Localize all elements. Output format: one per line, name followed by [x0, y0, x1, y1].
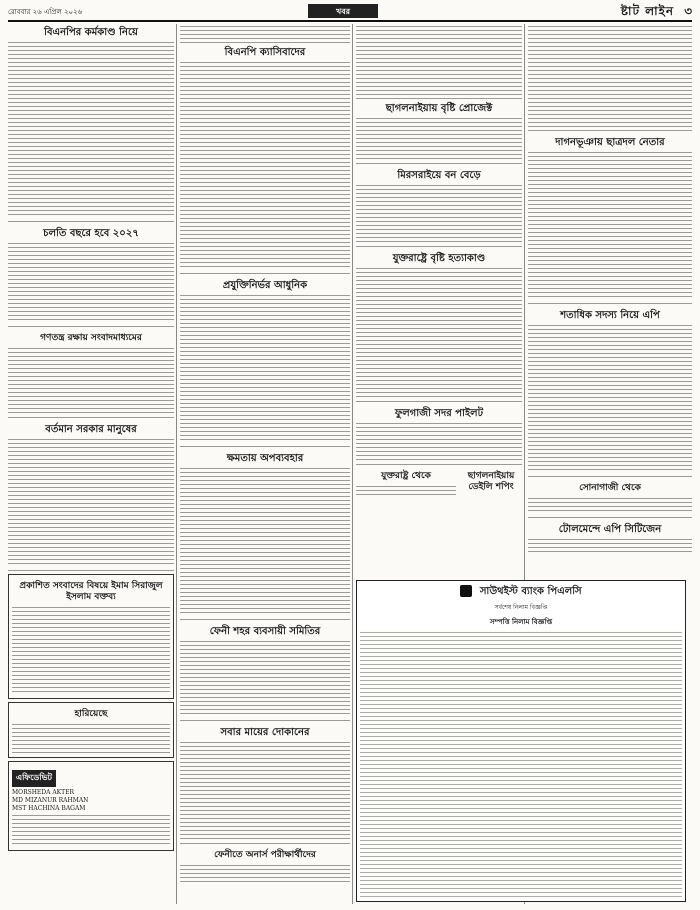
- article-body: [356, 484, 456, 498]
- headline: যুক্তরাষ্ট্র থেকে: [381, 471, 431, 481]
- article-body: [528, 150, 692, 300]
- ad-subhead: সম্পত্তি নিলাম বিজ্ঞপ্তি: [489, 617, 553, 626]
- affidavit-name: MD MIZANUR RAHMAN: [12, 797, 89, 804]
- headline: ছাগলনাইয়ায় বৃষ্টি প্রোজেক্ট: [385, 103, 493, 114]
- headline: প্রকাশিত সংবাদের বিষয়ে ইমাম সিরাজুল ইসলাম বক্তব্য: [19, 581, 163, 602]
- headline: যুক্তরাষ্ট্রে বৃষ্টি হত্যাকাণ্ড: [392, 253, 486, 264]
- headline: সবার মায়ের দোকানের: [220, 727, 310, 738]
- ad-tagline: সর্বশেষ নিলাম বিজ্ঞপ্তি: [494, 604, 548, 611]
- article-body: [180, 466, 350, 616]
- notice-label: এফিডেভিট: [12, 770, 56, 787]
- headline: বর্তমান সরকার মানুষের: [45, 424, 137, 435]
- article: [356, 405, 522, 465]
- issue-date: রোববার ২৬ এপ্রিল ২০২৬: [8, 8, 83, 16]
- headline: শতাধিক সদস্য নিয়ে এপি: [560, 310, 660, 321]
- article-body: [8, 346, 174, 414]
- article: [180, 24, 350, 274]
- statement-box: [8, 574, 174, 699]
- headline: ছাগলনাইয়ায় ডেইলি শপিং: [467, 471, 515, 492]
- affidavit-notice: [8, 761, 174, 851]
- headline: ক্ষমতায় অপব্যবহার: [226, 453, 304, 464]
- page-number: ৩: [684, 4, 692, 18]
- affidavit-name: MORSHEDA AKTER: [12, 789, 75, 796]
- article-body: [528, 24, 692, 134]
- article: [180, 847, 350, 886]
- article: [528, 307, 692, 477]
- article-body: [180, 60, 350, 270]
- article-body: [180, 740, 350, 840]
- bank-advertisement: [356, 580, 686, 902]
- headline: ফুলগাজী সদর পাইলট: [394, 408, 484, 419]
- article-body: [8, 241, 174, 323]
- article: [528, 480, 692, 518]
- article-body: [180, 639, 350, 717]
- headline: ফেনী শহর ব্যবসায়ী সমিতির: [209, 626, 321, 637]
- article-body: [528, 496, 692, 514]
- headline: প্রযুক্তিনির্ভর আধুনিক: [222, 280, 308, 291]
- headline: বিএনপির কর্মকাণ্ড নিয়ে: [44, 27, 138, 38]
- article-body: [8, 40, 174, 218]
- ad-body: [360, 630, 682, 900]
- bank-logo-icon: [460, 585, 472, 597]
- column-divider: [176, 24, 177, 904]
- article-body: [528, 537, 692, 553]
- article: [8, 225, 174, 327]
- article: [356, 167, 522, 247]
- lost-notice: [8, 702, 174, 758]
- headline: মিরসরাইয়ে বন বেড়ে: [397, 170, 481, 181]
- article: [180, 277, 350, 447]
- article-body: [356, 421, 522, 461]
- article: [356, 250, 522, 402]
- article-body: [180, 863, 350, 883]
- page-header: [8, 4, 692, 22]
- article-body: [356, 183, 522, 243]
- article-body: [180, 24, 350, 44]
- article-body: [180, 293, 350, 443]
- column-1: [8, 24, 174, 854]
- article: [8, 421, 174, 571]
- article-body: [356, 266, 522, 398]
- column-3: [356, 24, 522, 498]
- article-body: [12, 813, 170, 847]
- article-body: [12, 722, 170, 754]
- article: [528, 521, 692, 556]
- affidavit-names: [12, 789, 170, 813]
- article: [356, 24, 522, 164]
- article-body: [528, 323, 692, 473]
- article-body: [8, 437, 174, 567]
- ad-header: [360, 584, 682, 601]
- article: [8, 24, 174, 222]
- sub-column: [460, 468, 522, 498]
- headline: গণতন্ত্র রক্ষায় সংবাদমাধ্যমের: [40, 333, 142, 343]
- column-4: [528, 24, 692, 559]
- article-body: [12, 605, 170, 695]
- article: [528, 24, 692, 304]
- masthead: ষ্টাট লাইন: [620, 4, 674, 18]
- headline: টোলমেন্দে এপি সিটিজেন: [558, 524, 662, 535]
- headline: বিএনপি ক্যাসিবাদের: [224, 47, 306, 58]
- sub-column: [356, 468, 456, 498]
- headline: দাগনভূঞায় ছাত্রদল নেতার: [555, 137, 665, 148]
- article-body: [356, 116, 522, 160]
- headline: চলতি বছরে হবে ২০২৭: [43, 228, 139, 239]
- headline: সোনাগাজী থেকে: [579, 483, 641, 493]
- article: [8, 330, 174, 418]
- article: [180, 450, 350, 620]
- column-divider: [352, 24, 353, 904]
- headline: ফেনীতে অনার্স পরীক্ষার্থীদের: [214, 850, 316, 860]
- column-2: [180, 24, 350, 889]
- article-body: [356, 24, 522, 100]
- split-section: [356, 468, 522, 498]
- headline: হারিয়েছে: [74, 709, 108, 719]
- article: [180, 623, 350, 721]
- article: [180, 724, 350, 844]
- bank-name: সাউথইস্ট ব্যাংক পিএলসি: [479, 586, 582, 597]
- affidavit-name: MST HACHINA BAGAM: [12, 805, 86, 812]
- section-label: খবর: [308, 4, 378, 18]
